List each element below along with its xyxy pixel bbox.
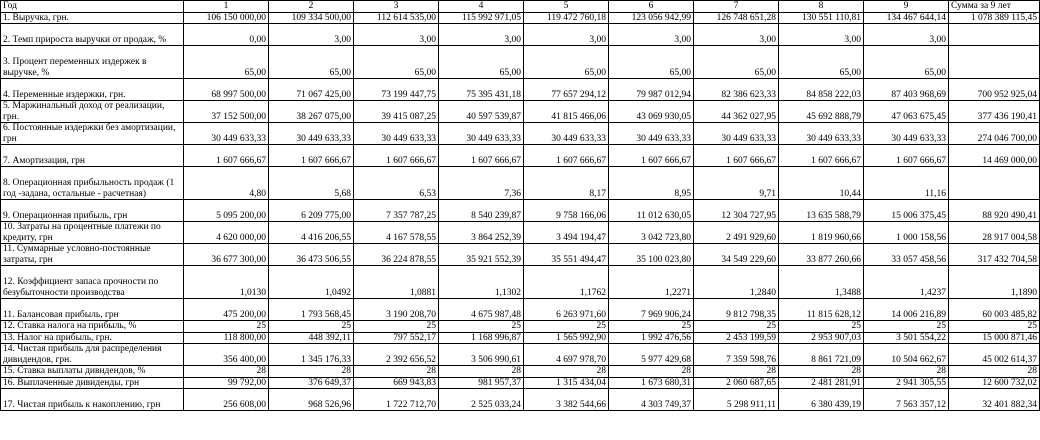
row-label: 11. Балансовая прибыль, грн (1, 299, 184, 321)
row-value-cell: 45 692 888,79 (779, 101, 864, 123)
row-value-cell: 28 (779, 366, 864, 378)
row-value-cell: 30 449 633,33 (354, 123, 439, 145)
row-value-cell: 37 152 500,00 (184, 101, 269, 123)
row-label: 16. Выплаченные дивиденды, грн (1, 377, 184, 389)
row-value-cell: 9 758 166,06 (524, 200, 609, 222)
row-value-cell: 43 069 930,05 (609, 101, 694, 123)
row-value-cell: 6 380 439,19 (779, 389, 864, 411)
table-row (1, 332, 1040, 344)
row-value-cell: 28 (524, 366, 609, 378)
table-row (1, 321, 1040, 333)
row-value-cell: 4 697 978,70 (524, 344, 609, 366)
row-total-cell: 28 (949, 366, 1040, 378)
row-label: 1. Выручка, грн. (1, 12, 184, 24)
row-value-cell: 106 150 000,00 (184, 12, 269, 24)
row-value-cell: 3,00 (864, 24, 949, 46)
table-row (1, 389, 1040, 411)
row-value-cell: 1 819 960,66 (779, 222, 864, 244)
row-total-cell (949, 167, 1040, 200)
row-value-cell: 376 649,37 (269, 377, 354, 389)
row-value-cell: 39 415 087,25 (354, 101, 439, 123)
row-total-cell: 12 600 732,02 (949, 377, 1040, 389)
row-total-cell: 88 920 490,41 (949, 200, 1040, 222)
row-value-cell: 8,95 (609, 167, 694, 200)
row-value-cell: 1,1762 (524, 266, 609, 299)
row-value-cell: 112 614 535,00 (354, 12, 439, 24)
row-label: 15. Ставка выплаты дивидендов, % (1, 366, 184, 378)
row-value-cell: 4 675 987,48 (439, 299, 524, 321)
row-value-cell: 2 392 656,52 (354, 344, 439, 366)
row-value-cell: 3 506 990,61 (439, 344, 524, 366)
table-row (1, 101, 1040, 123)
row-value-cell: 25 (269, 321, 354, 333)
table-body (1, 1, 1040, 411)
row-total-cell: 1,1890 (949, 266, 1040, 299)
row-value-cell: 12 304 727,95 (694, 200, 779, 222)
table-row (1, 200, 1040, 222)
row-value-cell: 25 (864, 321, 949, 333)
row-value-cell: 13 635 588,79 (779, 200, 864, 222)
row-value-cell: 30 449 633,33 (524, 123, 609, 145)
row-total-cell: 32 401 882,34 (949, 389, 1040, 411)
row-value-cell: 99 792,00 (184, 377, 269, 389)
row-label: 9. Операционная прибыль, грн (1, 200, 184, 222)
row-value-cell: 5 977 429,68 (609, 344, 694, 366)
row-label: 12. Ставка налога на прибыль, % (1, 321, 184, 333)
row-value-cell: 77 657 294,12 (524, 79, 609, 101)
row-value-cell: 1 607 666,67 (864, 145, 949, 167)
row-label: 10. Затраты на процентные платежи по кредиту, грн (1, 222, 184, 244)
header-year-2: 2 (269, 1, 354, 13)
row-value-cell: 9,71 (694, 167, 779, 200)
row-total-cell (949, 46, 1040, 79)
row-value-cell: 28 (184, 366, 269, 378)
row-value-cell: 8,17 (524, 167, 609, 200)
row-label: 17. Чистая прибыль к накоплению, грн (1, 389, 184, 411)
row-value-cell: 6,53 (354, 167, 439, 200)
row-label: 14. Чистая прибыль для распределения дивидендов, грн. (1, 344, 184, 366)
row-value-cell: 44 362 027,95 (694, 101, 779, 123)
header-row (1, 1, 1040, 13)
row-value-cell: 1,3488 (779, 266, 864, 299)
row-label: 2. Темп прироста выручки от продаж, % (1, 24, 184, 46)
row-label: 11. Суммарные условно-постоянные затраты, грн (1, 244, 184, 266)
row-value-cell: 36 473 506,55 (269, 244, 354, 266)
header-year-label: Год (1, 1, 184, 13)
row-value-cell: 11 012 630,05 (609, 200, 694, 222)
row-label: 13. Налог на прибыль, грн. (1, 332, 184, 344)
row-value-cell: 3 042 723,80 (609, 222, 694, 244)
row-value-cell: 79 987 012,94 (609, 79, 694, 101)
row-label: 6. Постоянные издержки без амортизации, грн (1, 123, 184, 145)
row-value-cell: 2 953 907,03 (779, 332, 864, 344)
row-value-cell: 5,68 (269, 167, 354, 200)
row-value-cell: 47 063 675,45 (864, 101, 949, 123)
row-value-cell: 28 (269, 366, 354, 378)
row-value-cell: 14 006 216,89 (864, 299, 949, 321)
row-total-cell: 28 917 004,58 (949, 222, 1040, 244)
row-value-cell: 11,16 (864, 167, 949, 200)
row-value-cell: 11 815 628,12 (779, 299, 864, 321)
row-label: 3. Процент переменных издержек в выручке, % (1, 46, 184, 79)
row-value-cell: 33 877 260,66 (779, 244, 864, 266)
row-value-cell: 28 (439, 366, 524, 378)
table-row (1, 377, 1040, 389)
row-value-cell: 1 607 666,67 (524, 145, 609, 167)
row-value-cell: 40 597 539,87 (439, 101, 524, 123)
row-value-cell: 1,1302 (439, 266, 524, 299)
row-value-cell: 1 607 666,67 (439, 145, 524, 167)
row-value-cell: 65,00 (609, 46, 694, 79)
row-value-cell: 25 (694, 321, 779, 333)
row-value-cell: 1 000 158,56 (864, 222, 949, 244)
row-value-cell: 1 315 434,04 (524, 377, 609, 389)
table-row (1, 244, 1040, 266)
row-value-cell: 4 620 000,00 (184, 222, 269, 244)
row-value-cell: 115 992 971,05 (439, 12, 524, 24)
row-value-cell: 7 969 906,24 (609, 299, 694, 321)
table-row (1, 299, 1040, 321)
row-value-cell: 1 607 666,67 (609, 145, 694, 167)
row-value-cell: 84 858 222,03 (779, 79, 864, 101)
row-value-cell: 25 (524, 321, 609, 333)
row-value-cell: 25 (184, 321, 269, 333)
row-value-cell: 35 100 023,80 (609, 244, 694, 266)
row-value-cell: 1 607 666,67 (184, 145, 269, 167)
row-value-cell: 33 057 458,56 (864, 244, 949, 266)
row-value-cell: 1 607 666,67 (354, 145, 439, 167)
header-year-3: 3 (354, 1, 439, 13)
row-value-cell: 75 395 431,18 (439, 79, 524, 101)
row-value-cell: 7 563 357,12 (864, 389, 949, 411)
row-value-cell: 4,80 (184, 167, 269, 200)
row-value-cell: 34 549 229,60 (694, 244, 779, 266)
row-value-cell: 475 200,00 (184, 299, 269, 321)
row-value-cell: 35 551 494,47 (524, 244, 609, 266)
header-year-4: 4 (439, 1, 524, 13)
row-total-cell: 1 078 389 115,45 (949, 12, 1040, 24)
row-value-cell: 981 957,37 (439, 377, 524, 389)
row-value-cell: 65,00 (354, 46, 439, 79)
row-value-cell: 5 095 200,00 (184, 200, 269, 222)
row-value-cell: 3,00 (609, 24, 694, 46)
row-value-cell: 30 449 633,33 (269, 123, 354, 145)
row-value-cell: 3,00 (269, 24, 354, 46)
row-label: 8. Операционная прибыльность продаж (1 год -задана, остальные - расчетная) (1, 167, 184, 200)
row-value-cell: 28 (609, 366, 694, 378)
row-value-cell: 36 224 878,55 (354, 244, 439, 266)
row-value-cell: 1 607 666,67 (269, 145, 354, 167)
row-value-cell: 3,00 (779, 24, 864, 46)
table-row (1, 167, 1040, 200)
row-value-cell: 1,2271 (609, 266, 694, 299)
row-value-cell: 30 449 633,33 (609, 123, 694, 145)
row-value-cell: 1,2840 (694, 266, 779, 299)
row-value-cell: 65,00 (524, 46, 609, 79)
row-value-cell: 3 494 194,47 (524, 222, 609, 244)
row-value-cell: 130 551 110,81 (779, 12, 864, 24)
row-value-cell: 71 067 425,00 (269, 79, 354, 101)
table-row (1, 79, 1040, 101)
row-value-cell: 87 403 968,69 (864, 79, 949, 101)
row-value-cell: 7 357 787,25 (354, 200, 439, 222)
row-value-cell: 1 607 666,67 (779, 145, 864, 167)
row-value-cell: 1 992 476,56 (609, 332, 694, 344)
row-value-cell: 38 267 075,00 (269, 101, 354, 123)
row-value-cell: 1,4237 (864, 266, 949, 299)
table-row (1, 123, 1040, 145)
row-value-cell: 65,00 (694, 46, 779, 79)
row-value-cell: 9 812 798,35 (694, 299, 779, 321)
row-value-cell: 3 501 554,22 (864, 332, 949, 344)
row-value-cell: 15 006 375,45 (864, 200, 949, 222)
table-row (1, 24, 1040, 46)
row-value-cell: 7,36 (439, 167, 524, 200)
row-value-cell: 1 673 680,31 (609, 377, 694, 389)
row-value-cell: 119 472 760,18 (524, 12, 609, 24)
row-value-cell: 3,00 (524, 24, 609, 46)
row-value-cell: 134 467 644,14 (864, 12, 949, 24)
row-value-cell: 28 (694, 366, 779, 378)
row-value-cell: 6 209 775,00 (269, 200, 354, 222)
row-value-cell: 2 481 281,91 (779, 377, 864, 389)
row-value-cell: 41 815 466,06 (524, 101, 609, 123)
row-value-cell: 8 861 721,09 (779, 344, 864, 366)
table-row (1, 266, 1040, 299)
row-value-cell: 118 800,00 (184, 332, 269, 344)
row-total-cell: 274 046 700,00 (949, 123, 1040, 145)
row-value-cell: 0,00 (184, 24, 269, 46)
row-value-cell: 28 (864, 366, 949, 378)
row-value-cell: 1 345 176,33 (269, 344, 354, 366)
row-value-cell: 65,00 (439, 46, 524, 79)
row-value-cell: 1 793 568,45 (269, 299, 354, 321)
row-total-cell: 25 (949, 321, 1040, 333)
row-value-cell: 4 303 749,37 (609, 389, 694, 411)
row-value-cell: 126 748 651,28 (694, 12, 779, 24)
row-value-cell: 109 334 500,00 (269, 12, 354, 24)
row-value-cell: 30 449 633,33 (779, 123, 864, 145)
row-value-cell: 356 400,00 (184, 344, 269, 366)
row-value-cell: 448 392,11 (269, 332, 354, 344)
row-value-cell: 1 565 992,90 (524, 332, 609, 344)
row-label: 4. Переменные издержки, грн. (1, 79, 184, 101)
row-total-cell: 60 003 485,82 (949, 299, 1040, 321)
table-row (1, 366, 1040, 378)
row-value-cell: 797 552,17 (354, 332, 439, 344)
header-year-1: 1 (184, 1, 269, 13)
row-value-cell: 28 (354, 366, 439, 378)
table-row (1, 12, 1040, 24)
row-value-cell: 36 677 300,00 (184, 244, 269, 266)
header-year-8: 8 (779, 1, 864, 13)
row-value-cell: 5 298 911,11 (694, 389, 779, 411)
row-value-cell: 2 525 033,24 (439, 389, 524, 411)
row-total-cell: 377 436 190,41 (949, 101, 1040, 123)
row-value-cell: 3,00 (694, 24, 779, 46)
row-value-cell: 25 (609, 321, 694, 333)
row-value-cell: 2 941 305,55 (864, 377, 949, 389)
row-value-cell: 3 864 252,39 (439, 222, 524, 244)
table-row (1, 344, 1040, 366)
row-value-cell: 30 449 633,33 (694, 123, 779, 145)
row-value-cell: 1 607 666,67 (694, 145, 779, 167)
row-value-cell: 68 997 500,00 (184, 79, 269, 101)
row-value-cell: 30 449 633,33 (439, 123, 524, 145)
row-label: 12. Коэффициент запаса прочности по безубыточности производства (1, 266, 184, 299)
row-total-cell: 14 469 000,00 (949, 145, 1040, 167)
row-value-cell: 7 359 598,76 (694, 344, 779, 366)
row-label: 5. Маржинальный доход от реализации, грн. (1, 101, 184, 123)
row-value-cell: 4 167 578,55 (354, 222, 439, 244)
row-label: 7. Амортизация, грн (1, 145, 184, 167)
row-value-cell: 1 168 996,87 (439, 332, 524, 344)
row-value-cell: 2 060 687,65 (694, 377, 779, 389)
header-year-5: 5 (524, 1, 609, 13)
row-value-cell: 10 504 662,67 (864, 344, 949, 366)
row-value-cell: 3 382 544,66 (524, 389, 609, 411)
row-total-cell: 317 432 704,58 (949, 244, 1040, 266)
row-value-cell: 123 056 942,99 (609, 12, 694, 24)
row-value-cell: 3,00 (439, 24, 524, 46)
row-value-cell: 25 (439, 321, 524, 333)
row-value-cell: 6 263 971,60 (524, 299, 609, 321)
row-value-cell: 30 449 633,33 (184, 123, 269, 145)
row-value-cell: 35 921 552,39 (439, 244, 524, 266)
row-value-cell: 65,00 (184, 46, 269, 79)
header-year-9: 9 (864, 1, 949, 13)
table-row (1, 222, 1040, 244)
row-value-cell: 73 199 447,75 (354, 79, 439, 101)
row-value-cell: 2 491 929,60 (694, 222, 779, 244)
row-value-cell: 1,0130 (184, 266, 269, 299)
row-value-cell: 3 190 208,70 (354, 299, 439, 321)
row-value-cell: 65,00 (779, 46, 864, 79)
row-value-cell: 82 386 623,33 (694, 79, 779, 101)
row-total-cell: 700 952 925,04 (949, 79, 1040, 101)
row-value-cell: 1 722 712,70 (354, 389, 439, 411)
row-total-cell: 15 000 871,46 (949, 332, 1040, 344)
table-row (1, 46, 1040, 79)
row-value-cell: 25 (779, 321, 864, 333)
header-total-label: Сумма за 9 лет (949, 1, 1040, 13)
header-year-6: 6 (609, 1, 694, 13)
row-total-cell: 45 002 614,37 (949, 344, 1040, 366)
header-year-7: 7 (694, 1, 779, 13)
row-value-cell: 1,0881 (354, 266, 439, 299)
row-value-cell: 10,44 (779, 167, 864, 200)
row-value-cell: 65,00 (864, 46, 949, 79)
row-value-cell: 1,0492 (269, 266, 354, 299)
table-row (1, 145, 1040, 167)
row-value-cell: 65,00 (269, 46, 354, 79)
row-value-cell: 8 540 239,87 (439, 200, 524, 222)
row-value-cell: 2 453 199,59 (694, 332, 779, 344)
row-value-cell: 4 416 206,55 (269, 222, 354, 244)
row-value-cell: 256 608,00 (184, 389, 269, 411)
row-value-cell: 968 526,96 (269, 389, 354, 411)
row-value-cell: 30 449 633,33 (864, 123, 949, 145)
row-total-cell (949, 24, 1040, 46)
row-value-cell: 3,00 (354, 24, 439, 46)
row-value-cell: 25 (354, 321, 439, 333)
row-value-cell: 669 943,83 (354, 377, 439, 389)
